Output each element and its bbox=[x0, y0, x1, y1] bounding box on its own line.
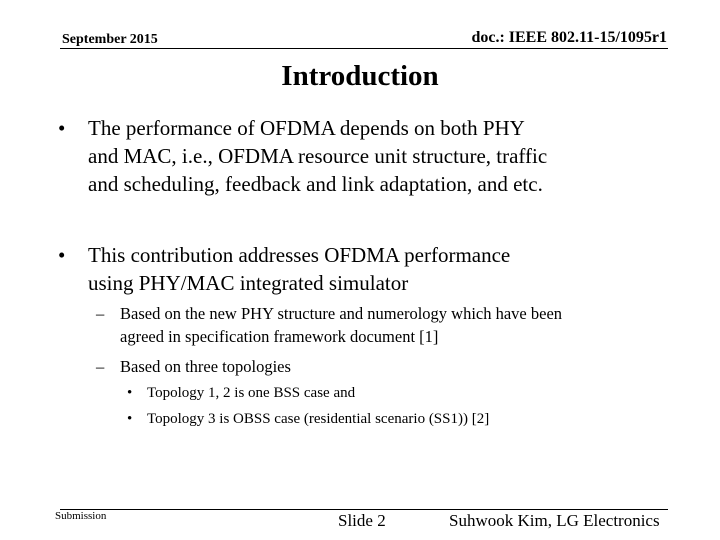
slide-title: Introduction bbox=[281, 60, 439, 92]
sub-bullet-mark: – bbox=[96, 304, 105, 323]
header-divider bbox=[60, 48, 668, 49]
header-date: September 2015 bbox=[62, 32, 158, 47]
sub-bullet-text-line: Based on three topologies bbox=[120, 357, 291, 376]
footer-author: Suhwook Kim, LG Electronics bbox=[449, 511, 660, 530]
footer-slide-number: Slide 2 bbox=[338, 511, 386, 530]
footer-submission: Submission bbox=[55, 510, 107, 522]
sub-bullet-item bbox=[96, 302, 562, 348]
subsub-bullet-item bbox=[127, 382, 355, 404]
subsub-bullet-text: Topology 1, 2 is one BSS case and bbox=[147, 385, 356, 401]
bullet-mark: • bbox=[58, 243, 66, 267]
bullet-item bbox=[58, 241, 510, 297]
bullet-text-line: using PHY/MAC integrated simulator bbox=[88, 271, 409, 295]
subsub-bullet-item bbox=[127, 408, 489, 430]
subsub-bullet-mark: • bbox=[127, 385, 133, 401]
subsub-bullet-text: Topology 3 is OBSS case (residential scenario (SS1)) [2] bbox=[147, 411, 490, 427]
bullet-item bbox=[58, 114, 547, 198]
subsub-bullet-mark: • bbox=[127, 411, 133, 427]
bullet-text-line: The performance of OFDMA depends on both PHY bbox=[88, 116, 525, 140]
bullet-text-line: and scheduling, feedback and link adaptation, and etc. bbox=[88, 172, 543, 196]
sub-bullet-text-line: agreed in specification framework document [1] bbox=[120, 327, 439, 346]
sub-bullet-mark: – bbox=[96, 357, 105, 376]
sub-bullet-text-line: Based on the new PHY structure and numerology which have been bbox=[120, 304, 563, 323]
bullet-text-line: and MAC, i.e., OFDMA resource unit structure, traffic bbox=[88, 144, 548, 168]
header-doc-id: doc.: IEEE 802.11-15/1095r1 bbox=[471, 29, 667, 46]
bullet-text-line: This contribution addresses OFDMA performance bbox=[88, 243, 511, 267]
bullet-mark: • bbox=[58, 116, 66, 140]
footer-divider bbox=[60, 509, 668, 510]
sub-bullet-item bbox=[96, 355, 291, 378]
